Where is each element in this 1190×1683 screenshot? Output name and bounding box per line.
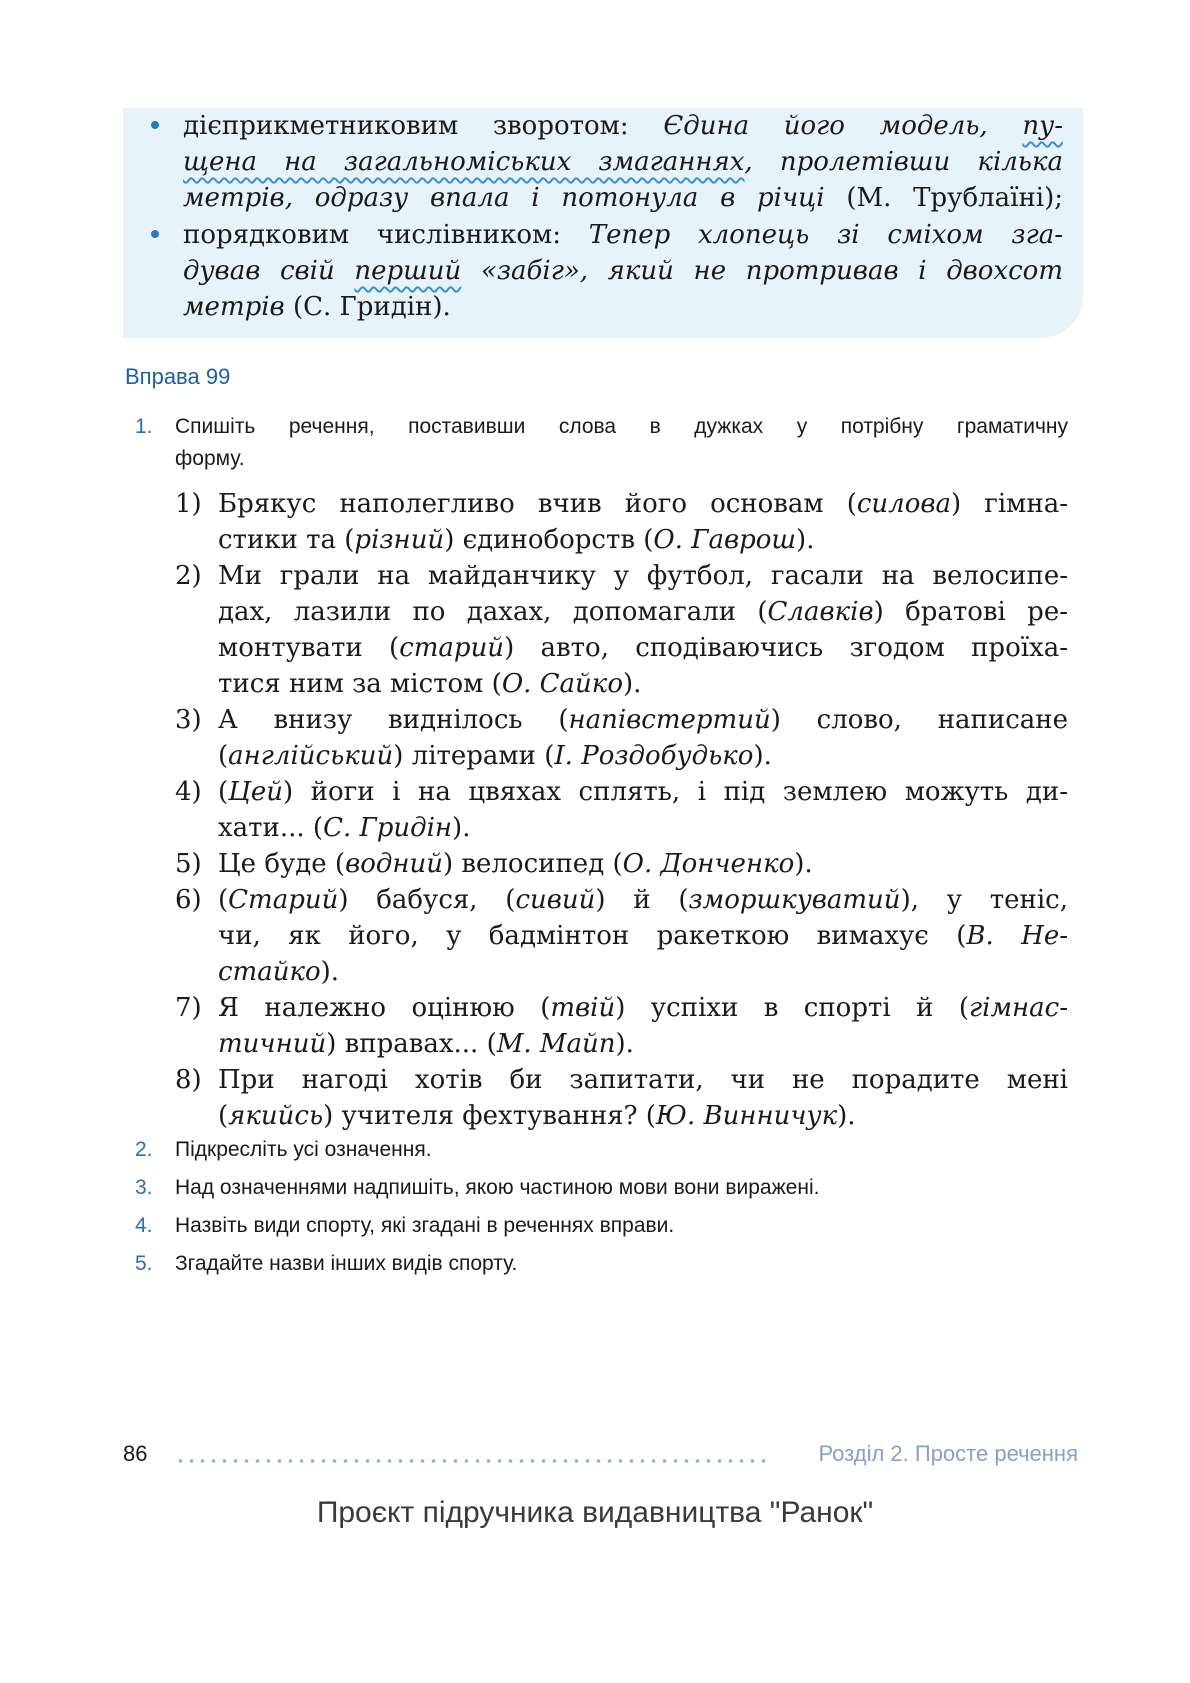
text-run: тися ним за містом ( [218,669,502,699]
exercise-title: Вправа 99 [125,364,231,389]
text-run: щена на загальноміських змаганнях [183,147,745,177]
sentence-line [218,522,1068,558]
text-run: , пролетівши кілька [744,147,1063,177]
text-run: чи, як його, у бадмінтон ракеткою вимахує ( [218,921,967,951]
task-text: Підкресліть усі означення. [175,1138,432,1161]
text-run: стайко [218,957,321,987]
sentence-line [218,1098,1068,1134]
sentence-number: 5) [175,849,202,879]
text-run: ). [753,741,772,771]
text-run: ) велосипед ( [442,849,623,879]
text-run: ( [218,741,229,771]
task-number: 3. [135,1176,153,1199]
sentence-number: 2) [175,561,202,591]
task-number: 2. [135,1138,153,1161]
text-run: Ми грали на майданчику у футбол, гасали на велосипе- [218,561,1068,591]
bullet-1-line-1 [183,108,1063,144]
text-run: ). [794,849,813,879]
text-run: ) братові ре- [873,597,1068,627]
text-run: метрів [183,292,285,322]
text-run: твій [550,993,616,1023]
dotted-leader [175,1459,767,1463]
bullet-2-line-2 [183,253,1063,289]
bullet-1-line-2 [183,144,1063,180]
text-run: ). [615,1029,634,1059]
text-run: сивий [515,885,596,915]
text-run: О. Сайко [501,669,623,699]
text-run: Цей [228,777,283,807]
text-run: А внизу виднілось ( [218,705,569,735]
sentence-line [218,810,1068,846]
sentence-line [218,918,1068,954]
sentence-line [218,774,1068,810]
section-title: Розділ 2. Просте речення [818,1441,1078,1466]
sentence-line [218,990,1068,1026]
text-run: силова [856,489,951,519]
text-run: дієприкметниковим зворотом: [183,111,664,141]
text-run: Це буде ( [218,849,346,879]
text-run: При нагоді хотів би запитати, чи не порадите мені [218,1065,1068,1095]
text-run: ), у теніс, [900,885,1068,915]
text-run: ( [218,885,229,915]
task-number: 4. [135,1214,153,1237]
text-run: ) авто, сподіваючись згодом проїха- [504,633,1068,663]
text-run: якийсь [228,1101,324,1131]
text-run: стики та ( [218,525,355,555]
watermark-text: Проєкт підручника видавництва "Ранок" [316,1496,874,1529]
text-run: дував свій [183,256,355,286]
text-run: перший [354,256,462,286]
text-run: напівстертий [568,705,771,735]
sentence-number: 3) [175,705,202,735]
text-run: ). [320,957,340,987]
sentence-line [218,738,1068,774]
sentence-line [218,702,1068,738]
text-run: ). [837,1101,856,1131]
text-run: ) слово, написане [770,705,1068,735]
text-run: порядковим числівником: [183,220,589,250]
text-run: старий [399,633,505,663]
text-run: О. Донченко [622,849,795,879]
text-run: ( [218,1101,229,1131]
page-number: 86 [123,1441,148,1466]
text-run: (М. Трублаїні); [824,183,1063,213]
bullet-2-line-3 [183,289,1063,325]
text-run: метрів, одразу впала і потонула в річці [183,183,825,213]
text-run: ) учителя фехтування? ( [323,1101,656,1131]
text-run: пу- [1022,111,1063,141]
sentence-number: 1) [175,489,202,519]
task-1-line-2: форму. [175,447,245,470]
text-run: ). [452,813,471,843]
text-run: О. Гаврош [653,525,797,555]
sentence-number: 4) [175,777,202,807]
text-run: ) йоги і на цвяхах сплять, і під землею можуть ди- [282,777,1068,807]
text-run: Єдина його модель, [663,111,1023,141]
sentence-line [218,666,1068,702]
bullet-2-line-1 [183,217,1063,253]
text-run: Тепер хлопець зі сміхом зга- [588,220,1063,250]
text-run: ). [796,525,815,555]
text-run: хати... ( [218,813,324,843]
text-run: ) літерами ( [393,741,555,771]
text-run: «забіг», який не протривав і двохсот [461,256,1063,286]
text-run: Я належно оцінюю ( [218,993,551,1023]
text-run: (С. Гридін). [284,292,451,322]
text-run: ). [622,669,642,699]
text-run: ) гімна- [951,489,1068,519]
task-text: Згадайте назви інших видів спорту. [175,1252,518,1275]
sentence-line [218,594,1068,630]
text-run: В. Не- [966,921,1068,951]
text-run: тичний [218,1029,327,1059]
sentence-line [218,882,1068,918]
text-run: різний [354,525,445,555]
sentence-line [218,954,1068,990]
text-run: ( [218,777,229,807]
task-1-line-1: Спишіть речення, поставивши слова в дужках у потрібну граматичну [175,415,1068,438]
task-text: Назвіть види спорту, які згадані в реченнях вправи. [175,1214,675,1237]
task-number: 5. [135,1252,153,1275]
text-run: Ю. Винничук [655,1101,838,1131]
text-run: ) єдиноборств ( [444,525,654,555]
text-run: М. Майп [496,1029,616,1059]
text-run: Старий [228,885,339,915]
text-run: С. Гридін [323,813,453,843]
sentence-line [218,846,1068,882]
text-run: монтувати ( [218,633,400,663]
bullet-icon [151,230,159,238]
bullet-icon [151,121,159,129]
text-run: гімнас- [969,993,1068,1023]
sentence-number: 8) [175,1065,202,1095]
text-run: зморшкуватий [688,885,901,915]
text-run: ) бабуся, ( [338,885,516,915]
sentence-line [218,1062,1068,1098]
text-run: ) й ( [595,885,689,915]
text-run: Славків [767,597,874,627]
text-run: водний [345,849,443,879]
sentence-line [218,1026,1068,1062]
sentence-line [218,486,1068,522]
text-run: англійський [228,741,394,771]
text-run: ) успіхи в спорті й ( [615,993,969,1023]
task-number: 1. [135,415,153,438]
text-run: ) вправах... ( [326,1029,497,1059]
text-run: дах, лазили по дахах, допомагали ( [218,597,768,627]
bullet-1-line-3 [183,180,1063,216]
task-text: Над означеннями надпишіть, якою частиною мови вони виражені. [175,1176,820,1199]
sentence-number: 6) [175,885,202,915]
text-run: І. Роздобудько [554,741,754,771]
text-run: Брякус наполегливо вчив його основам ( [218,489,857,519]
sentence-number: 7) [175,993,202,1023]
sentence-line [218,630,1068,666]
sentence-line [218,558,1068,594]
